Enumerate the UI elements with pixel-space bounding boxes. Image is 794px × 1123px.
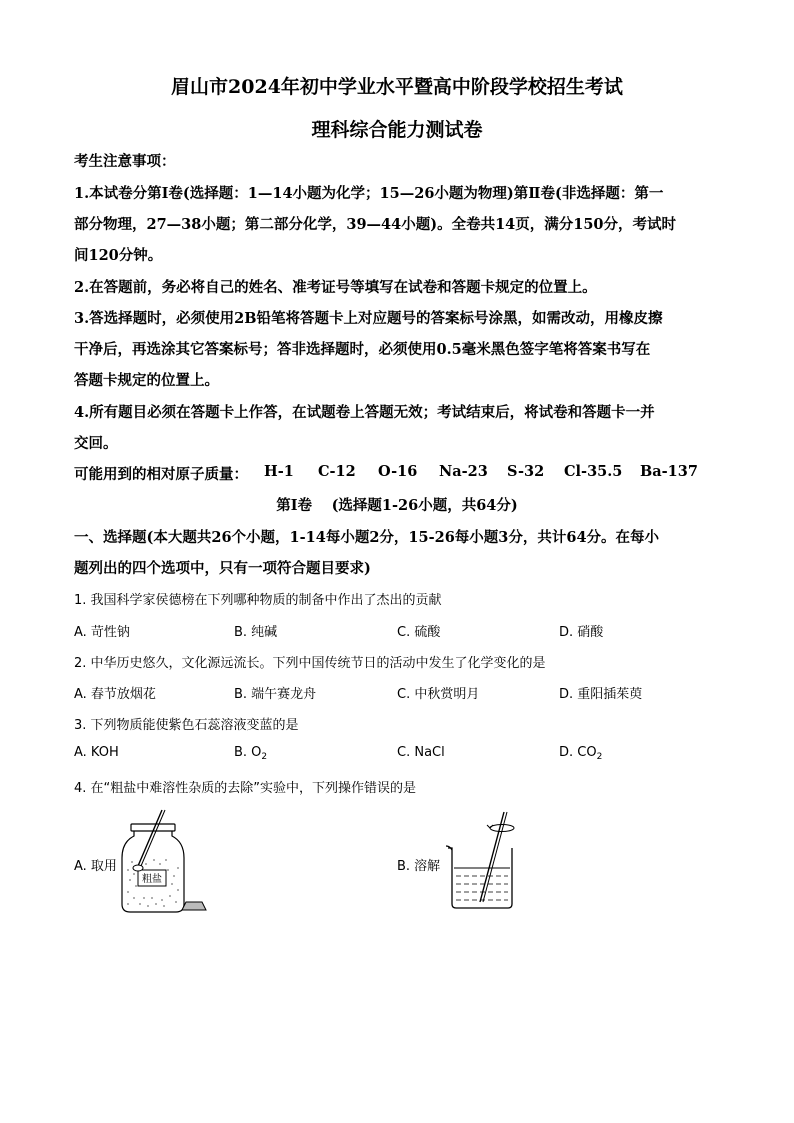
jar-label-text: 粗盐 (142, 874, 162, 885)
atomic-mass-o: O-16 (378, 463, 418, 480)
atomic-mass-label: 可能用到的相对原子质量： (74, 466, 248, 483)
section-1-instructions-line-2: 题列出的四个选项中，只有一项符合题目要求) (74, 560, 371, 577)
question-1-option-c[interactable]: C. 硫酸 (397, 625, 441, 640)
question-1-option-b[interactable]: B. 纯碱 (234, 625, 278, 640)
notice-item-1-line-3: 间120分钟。 (74, 247, 163, 264)
question-2-option-a[interactable]: A. 春节放烟花 (74, 687, 156, 702)
question-3-option-a[interactable]: A. KOH (74, 745, 119, 760)
question-3-option-b-text: B. O (234, 745, 262, 760)
atomic-mass-cl: Cl-35.5 (564, 463, 623, 480)
notice-item-3-line-2: 干净后，再选涂其它答案标号；答非选择题时，必须使用0.5毫米黑色签字笔将答案书写在 (74, 341, 651, 358)
question-1-stem: 1. 我国科学家侯德榜在下列哪种物质的制备中作出了杰出的贡献 (74, 593, 442, 608)
atomic-mass-ba: Ba-137 (640, 463, 698, 480)
notice-item-3-line-1: 3.答选择题时，必须使用2B铅笔将答题卡上对应题号的答案标号涂黑，如需改动，用橡皮擦 (74, 310, 663, 327)
atomic-mass-s: S-32 (507, 463, 545, 480)
section-1-instructions-line-1: 一、选择题(本大题共26个小题，1-14每小题2分，15-26每小题3分，共计64分。在每小 (74, 529, 660, 546)
question-1-option-a[interactable]: A. 苛性钠 (74, 625, 130, 640)
question-2-option-b[interactable]: B. 端午赛龙舟 (234, 687, 317, 702)
salt-jar-figure (118, 808, 218, 916)
notice-item-3-line-3: 答题卡规定的位置上。 (74, 372, 219, 389)
notice-item-1-line-2: 部分物理，27—38小题；第二部分化学，39—44小题)。全卷共14页，满分150分，考试时 (74, 216, 677, 233)
question-2-stem: 2. 中华历史悠久，文化源远流长。下列中国传统节日的活动中发生了化学变化的是 (74, 656, 546, 671)
question-3-option-d-subscript: 2 (596, 752, 603, 762)
stopper (182, 902, 206, 910)
exam-title: 眉山市2024年初中学业水平暨高中阶段学校招生考试 (171, 76, 623, 98)
question-4-option-a[interactable]: A. 取用 (74, 859, 117, 874)
question-2-option-d[interactable]: D. 重阳插茱萸 (559, 687, 643, 702)
exam-subtitle: 理科综合能力测试卷 (311, 119, 483, 141)
notice-heading: 考生注意事项： (74, 153, 176, 170)
question-4-option-b[interactable]: B. 溶解 (397, 859, 441, 874)
beaker-body (448, 848, 512, 908)
notice-item-4-line-2: 交回。 (74, 435, 118, 452)
question-3-option-d[interactable] (559, 745, 602, 762)
atomic-mass-na: Na-23 (439, 463, 488, 480)
question-3-stem: 3. 下列物质能使紫色石蕊溶液变蓝的是 (74, 718, 299, 733)
section-1-heading: 第Ⅰ卷 (选择题1-26小题，共64分) (276, 497, 518, 514)
question-4-stem: 4. 在“粗盐中难溶性杂质的去除”实验中，下列操作错误的是 (74, 781, 417, 796)
question-3-option-c[interactable]: C. NaCl (397, 745, 445, 760)
question-1-option-d[interactable]: D. 硝酸 (559, 625, 604, 640)
notice-item-2: 2.在答题前，务必将自己的姓名、准考证号等填写在试卷和答题卡规定的位置上。 (74, 279, 597, 296)
beaker-figure (444, 808, 524, 912)
notice-item-4-line-1: 4.所有题目必须在答题卡上作答，在试题卷上答题无效；考试结束后，将试卷和答题卡一并 (74, 404, 655, 421)
question-3-option-b[interactable] (234, 745, 267, 762)
atomic-mass-h: H-1 (264, 463, 294, 480)
question-3-option-d-text: D. CO (559, 745, 597, 760)
atomic-mass-c: C-12 (318, 463, 356, 480)
question-2-option-c[interactable]: C. 中秋赏明月 (397, 687, 480, 702)
question-3-option-b-subscript: 2 (261, 752, 268, 762)
spoon-bowl (133, 865, 143, 871)
notice-item-1-line-1: 1.本试卷分第Ⅰ卷(选择题：1—14小题为化学；15—26小题为物理)第Ⅱ卷(非选择题：第一 (74, 185, 664, 202)
